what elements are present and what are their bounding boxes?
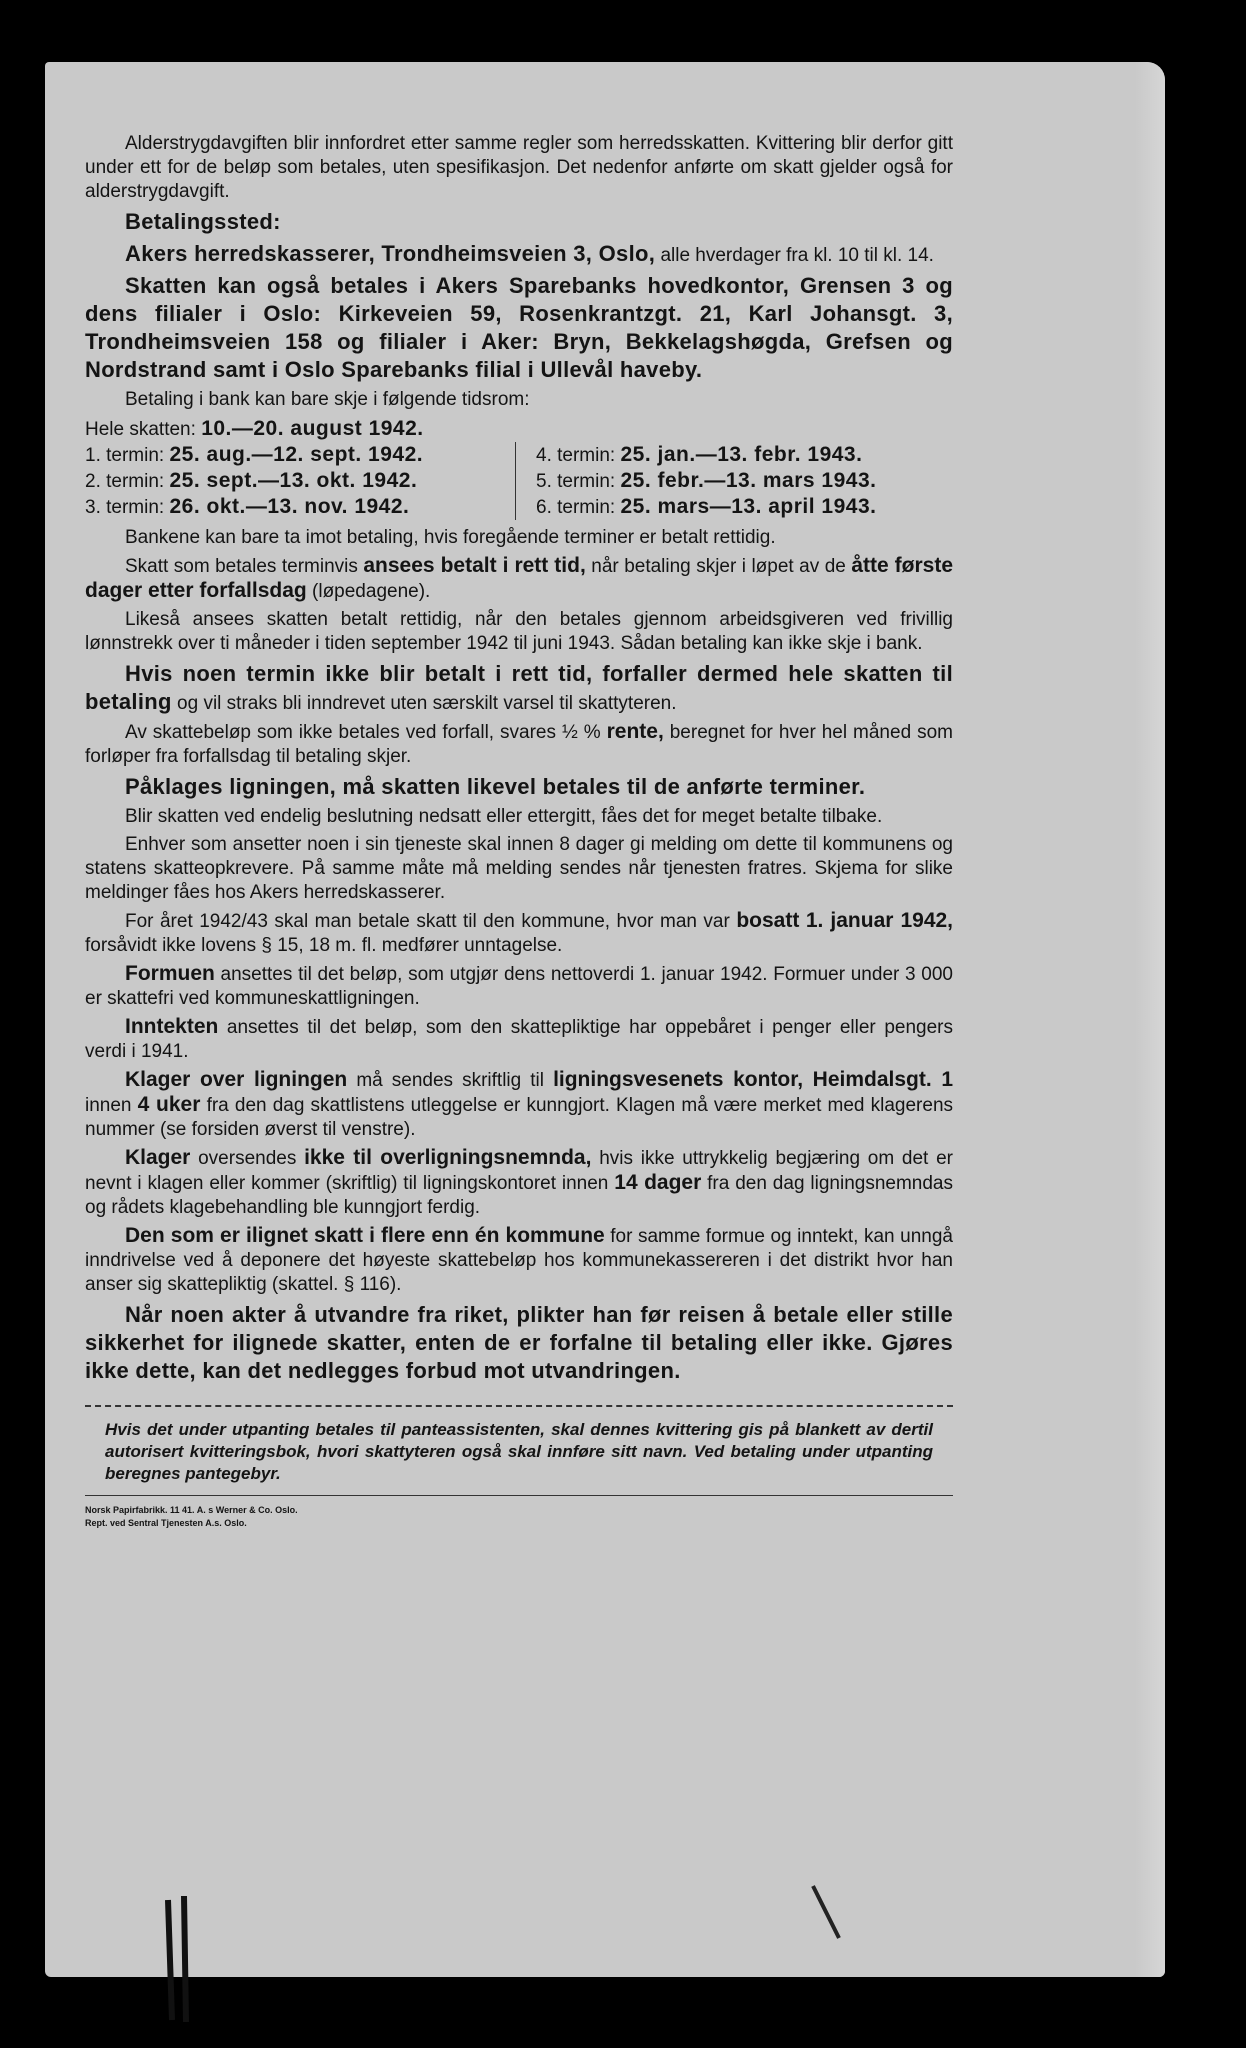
term-value: 25. aug.—12. sept. 1942. <box>169 443 424 466</box>
ink-mark <box>150 1890 210 2030</box>
bold-span: 1. januar 1942, <box>805 909 954 932</box>
text-span: Skatt som betales terminvis <box>125 556 358 577</box>
ansetter-paragraph: Enhver som ansetter noen i sin tjeneste skal innen 8 dager gi melding om dette til kommunens og statens skatteopkrevere. På samme måte må melding sendes når tjenesten fratres. Skjema for slike meldinger fåes hos Akers herredskasserer. <box>85 834 953 903</box>
term-value: 25. febr.—13. mars 1943. <box>620 469 877 492</box>
flere-kommuner-paragraph <box>85 1224 953 1297</box>
bold-span: 14 dager <box>614 1171 702 1194</box>
text-span: fra den dag skattlistens utleggelse er kunngjort. Klagen må være merket med klagerens nummer (se forsiden øverst til venstre). <box>85 1095 954 1140</box>
schedule-row <box>85 442 953 468</box>
text-span: Av skattebeløp som ikke betales ved forfall, svares ½ % <box>125 722 601 743</box>
oversendes-paragraph <box>85 1146 953 1220</box>
term-label: 1. termin: <box>85 445 165 466</box>
text-span: ansettes til det beløp, som den skattepliktige har oppebåret i penger eller pengers verdi i 1941. <box>85 1017 953 1062</box>
bosatt-paragraph <box>85 909 953 958</box>
betalingssted-heading: Betalingssted: <box>125 209 281 234</box>
term-label: 4. termin: <box>536 445 616 466</box>
text-span: ansettes til det beløp, som utgjør dens nettoverdi 1. januar 1942. Formuer under 3 000 er skattefri ved kommuneskattligningen. <box>85 964 953 1009</box>
page-edge <box>1135 62 1165 1977</box>
bold-span: 4 uker <box>137 1093 201 1116</box>
schedule-row <box>85 494 953 520</box>
text-span: innen <box>85 1095 132 1116</box>
bold-span: Klager over ligningen <box>125 1068 348 1091</box>
document-body <box>85 132 953 1530</box>
paaklages-paragraph: Påklages ligningen, må skatten likevel betales til de anførte terminer. <box>125 774 866 799</box>
nedsatt-paragraph: Blir skatten ved endelig beslutning nedsatt eller ettergitt, fåes det for meget betalte tilbake. <box>125 806 883 827</box>
bankene-paragraph: Bankene kan bare ta imot betaling, hvis foregående terminer er betalt rettidig. <box>125 527 776 548</box>
bold-span: Inntekten <box>125 1015 219 1038</box>
hvis-paragraph <box>85 660 953 716</box>
bold-span: ligningsvesenets kontor, Heimdalsgt. 1 <box>553 1068 953 1091</box>
printer-line: Rept. ved Sentral Tjenesten A.s. Oslo. <box>85 1518 247 1528</box>
term-value: 25. mars—13. april 1943. <box>620 495 877 518</box>
term-label: 2. termin: <box>85 471 165 492</box>
text-span: når betaling skjer i løpet av de <box>591 556 846 577</box>
bold-span: bosatt <box>736 909 800 932</box>
text-span: og vil straks bli inndrevet uten særskilt varsel til skattyteren. <box>177 693 677 714</box>
term-value: 26. okt.—13. nov. 1942. <box>169 495 410 518</box>
bold-span: Formuen <box>125 962 215 985</box>
text-span: hvis ikke uttrykkelig begjæring om det er nevnt i klagen eller kommer (skriftlig) til ligningskontoret innen <box>85 1148 953 1194</box>
bold-span: ansees betalt i rett tid, <box>363 554 586 577</box>
terminvis-paragraph <box>85 554 953 604</box>
term-value: 25. jan.—13. febr. 1943. <box>620 443 863 466</box>
bold-span: ikke til overligningsnemnda, <box>304 1146 592 1169</box>
text-span: For året 1942/43 skal man betale skatt til den kommune, hvor man var <box>125 911 730 932</box>
bottom-divider <box>85 1495 953 1496</box>
schedule-row <box>85 468 953 494</box>
rente-paragraph <box>85 720 953 769</box>
pen-stroke <box>805 1880 865 1960</box>
bank-paragraph: Skatten kan også betales i Akers Sparebanks hovedkontor, Grensen 3 og dens filialer i Oslo: Kirkeveien 59, Rosenkrantzgt. 21, Karl Johansgt. 3, Trondheimsveien 158 og filialer i Aker: Bryn, Bekkelagshøgda, Grefsen og Nordstrand samt i Oslo Sparebanks filial i Ullevål haveby. <box>85 273 953 382</box>
office-address: Akers herredskasserer, Trondheimsveien 3, Oslo, <box>125 241 656 266</box>
term-value: 25. sept.—13. okt. 1942. <box>169 469 418 492</box>
formuen-paragraph <box>85 962 953 1011</box>
text-span: fra den dag ligningsnemndas og rådets klagebehandling ble kunngjort ferdig. <box>85 1173 953 1218</box>
utvandre-paragraph: Når noen akter å utvandre fra riket, plikter han før reisen å betale eller stille sikkerhet for ilignede skatter, enten de er forfalne til betaling eller ikke. Gjøres ikke dette, kan det nedlegges forbud mot utvandringen. <box>85 1302 953 1383</box>
dashed-divider <box>85 1405 953 1407</box>
term-label: 5. termin: <box>536 471 616 492</box>
whole-tax-value: 10.—20. august 1942. <box>201 417 424 440</box>
text-span: (løpedagene). <box>312 581 431 602</box>
printer-line: Norsk Papirfabrikk. 11 41. A. s Werner & Co. Oslo. <box>85 1505 298 1515</box>
bank-time-intro: Betaling i bank kan bare skje i følgende tidsrom: <box>125 389 530 410</box>
bold-span: rente, <box>606 720 664 743</box>
likesaa-paragraph: Likeså ansees skatten betalt rettidig, når den betales gjennom arbeidsgiveren ved frivillig lønnstrekk over ti måneder i tiden september 1942 til juni 1943. Sådan betaling kan ikke skje i bank. <box>85 609 953 654</box>
term-label: 3. termin: <box>85 497 165 518</box>
text-span: beregnet for hver hel måned som forløper fra forfallsdag til betaling skjer. <box>85 722 953 767</box>
text-span: må sendes skriftlig til <box>356 1070 544 1091</box>
inntekten-paragraph <box>85 1015 953 1064</box>
payment-schedule <box>85 416 953 520</box>
bold-span: Den som er ilignet skatt i flere enn én kommune <box>125 1224 605 1247</box>
text-span: for samme formue og inntekt, kan unngå inndrivelse ved å deponere det høyeste skattebeløp hos kommunekassereren i det distrikt hvor han anser sig skattepliktig (skattel. § 116). <box>85 1226 953 1295</box>
bold-span: Klager <box>125 1146 191 1169</box>
bold-span: åtte første dager etter forfallsdag <box>85 554 954 602</box>
whole-tax-label: Hele skatten: <box>85 419 196 440</box>
footnote: Hvis det under utpanting betales til panteassistenten, skal dennes kvittering gis på blankett av dertil autorisert kvitteringsbok, hvori skattyteren også skal innføre sitt navn. Ved betaling under utpanting beregnes pantegebyr. <box>105 1420 933 1483</box>
office-hours: alle hverdager fra kl. 10 til kl. 14. <box>660 245 934 266</box>
intro-paragraph: Alderstrygdavgiften blir innfordret etter samme regler som herredsskatten. Kvittering blir derfor gitt under ett for de beløp som betales, uten spesifikasjon. Det nedenfor anførte om skatt gjelder også for alderstrygdavgift. <box>85 133 953 202</box>
whole-tax-row <box>85 416 953 442</box>
text-span: oversendes <box>198 1148 297 1169</box>
bold-span: Hvis noen termin ikke blir betalt i rett tid, forfaller dermed hele skatten til betaling <box>85 661 953 714</box>
text-span: forsåvidt ikke lovens § 15, 18 m. fl. medfører unntagelse. <box>85 935 563 956</box>
klager-paragraph <box>85 1068 953 1142</box>
office-paragraph <box>85 240 953 268</box>
term-label: 6. termin: <box>536 497 616 518</box>
